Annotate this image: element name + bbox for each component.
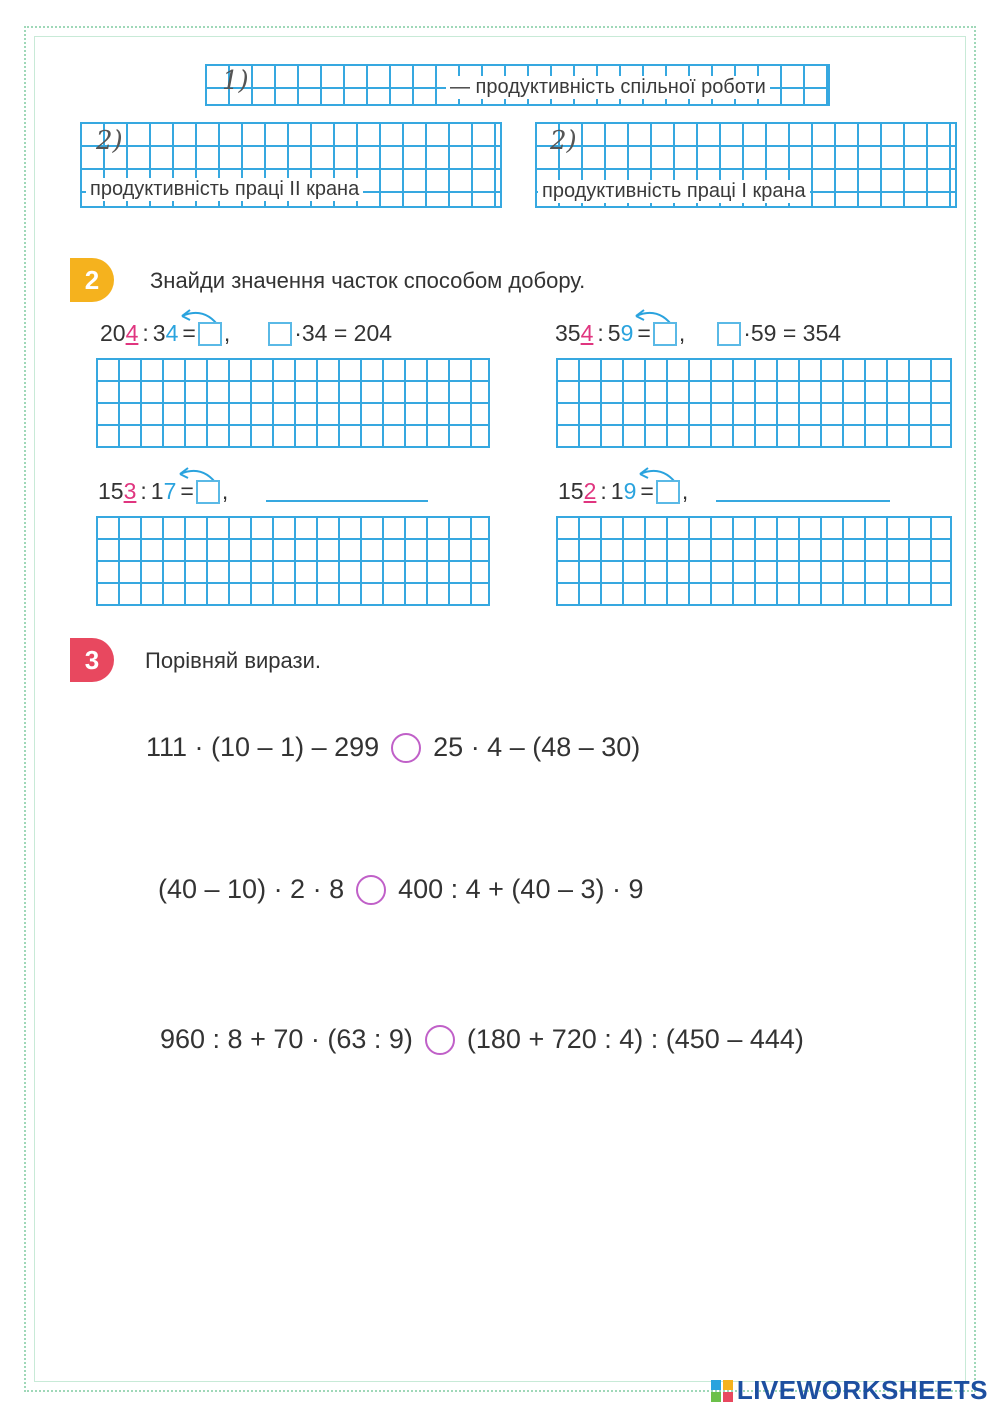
compare-row-3 — [160, 1024, 804, 1055]
eq3-grid[interactable] — [96, 516, 490, 606]
compare-row-1-circle[interactable] — [391, 733, 421, 763]
compare-row-1-left: 111 · (10 – 1) – 299 — [146, 732, 380, 762]
eq4-grid[interactable] — [556, 516, 952, 606]
liveworksheets-cubes-icon — [711, 1380, 733, 1402]
eq4: 15 2 : 1 9 = , — [558, 478, 689, 504]
eq2-check-box[interactable] — [717, 322, 741, 346]
eq2-grid[interactable] — [556, 358, 952, 448]
eq3-check-line[interactable] — [266, 500, 428, 502]
eq4-answer-box[interactable] — [656, 480, 680, 504]
liveworksheets-logo — [711, 1375, 988, 1406]
task3-title: Порівняй вирази. — [145, 648, 322, 673]
task1-left-text: продуктивність праці II крана — [86, 178, 363, 201]
eq1-check-box[interactable] — [268, 322, 292, 346]
compare-row-2-right: 400 : 4 + (40 – 3) · 9 — [398, 874, 644, 904]
task1-step1-text: — продуктивність спільної роботи — [446, 76, 770, 99]
task2-badge: 2 — [70, 258, 114, 302]
eq2-answer-box[interactable] — [653, 322, 677, 346]
compare-row-2 — [158, 874, 644, 905]
compare-row-3-right: (180 + 720 : 4) : (450 – 444) — [466, 1024, 804, 1054]
compare-row-3-left: 960 : 8 + 70 · (63 : 9) — [160, 1024, 413, 1054]
task3-badge: 3 — [70, 638, 114, 682]
compare-row-1 — [146, 732, 640, 763]
page-border-inner — [34, 36, 966, 1382]
liveworksheets-brand: LIVEWORKSHEETS — [736, 1375, 988, 1405]
eq3: 15 3 : 1 7 = , — [98, 478, 229, 504]
eq1-answer-box[interactable] — [198, 322, 222, 346]
eq2: 35 4 : 5 9 = , ·59 = 354 — [555, 320, 842, 346]
task1-left-step-label: 2) — [96, 126, 123, 156]
task1-step1-label: 1) — [222, 66, 249, 96]
task2-title: Знайди значення часток способом добору. — [150, 268, 586, 293]
compare-row-1-right: 25 · 4 – (48 – 30) — [433, 732, 641, 762]
eq1: 20 4 : 3 4 = , ·34 = 204 — [100, 320, 393, 346]
compare-row-2-circle[interactable] — [356, 875, 386, 905]
compare-row-3-circle[interactable] — [425, 1025, 455, 1055]
eq3-answer-box[interactable] — [196, 480, 220, 504]
eq4-check-line[interactable] — [716, 500, 890, 502]
eq1-grid[interactable] — [96, 358, 490, 448]
task1-right-text: продуктивність праці I крана — [538, 180, 810, 203]
task1-right-step-label: 2) — [550, 126, 577, 156]
compare-row-2-left: (40 – 10) · 2 · 8 — [158, 874, 345, 904]
